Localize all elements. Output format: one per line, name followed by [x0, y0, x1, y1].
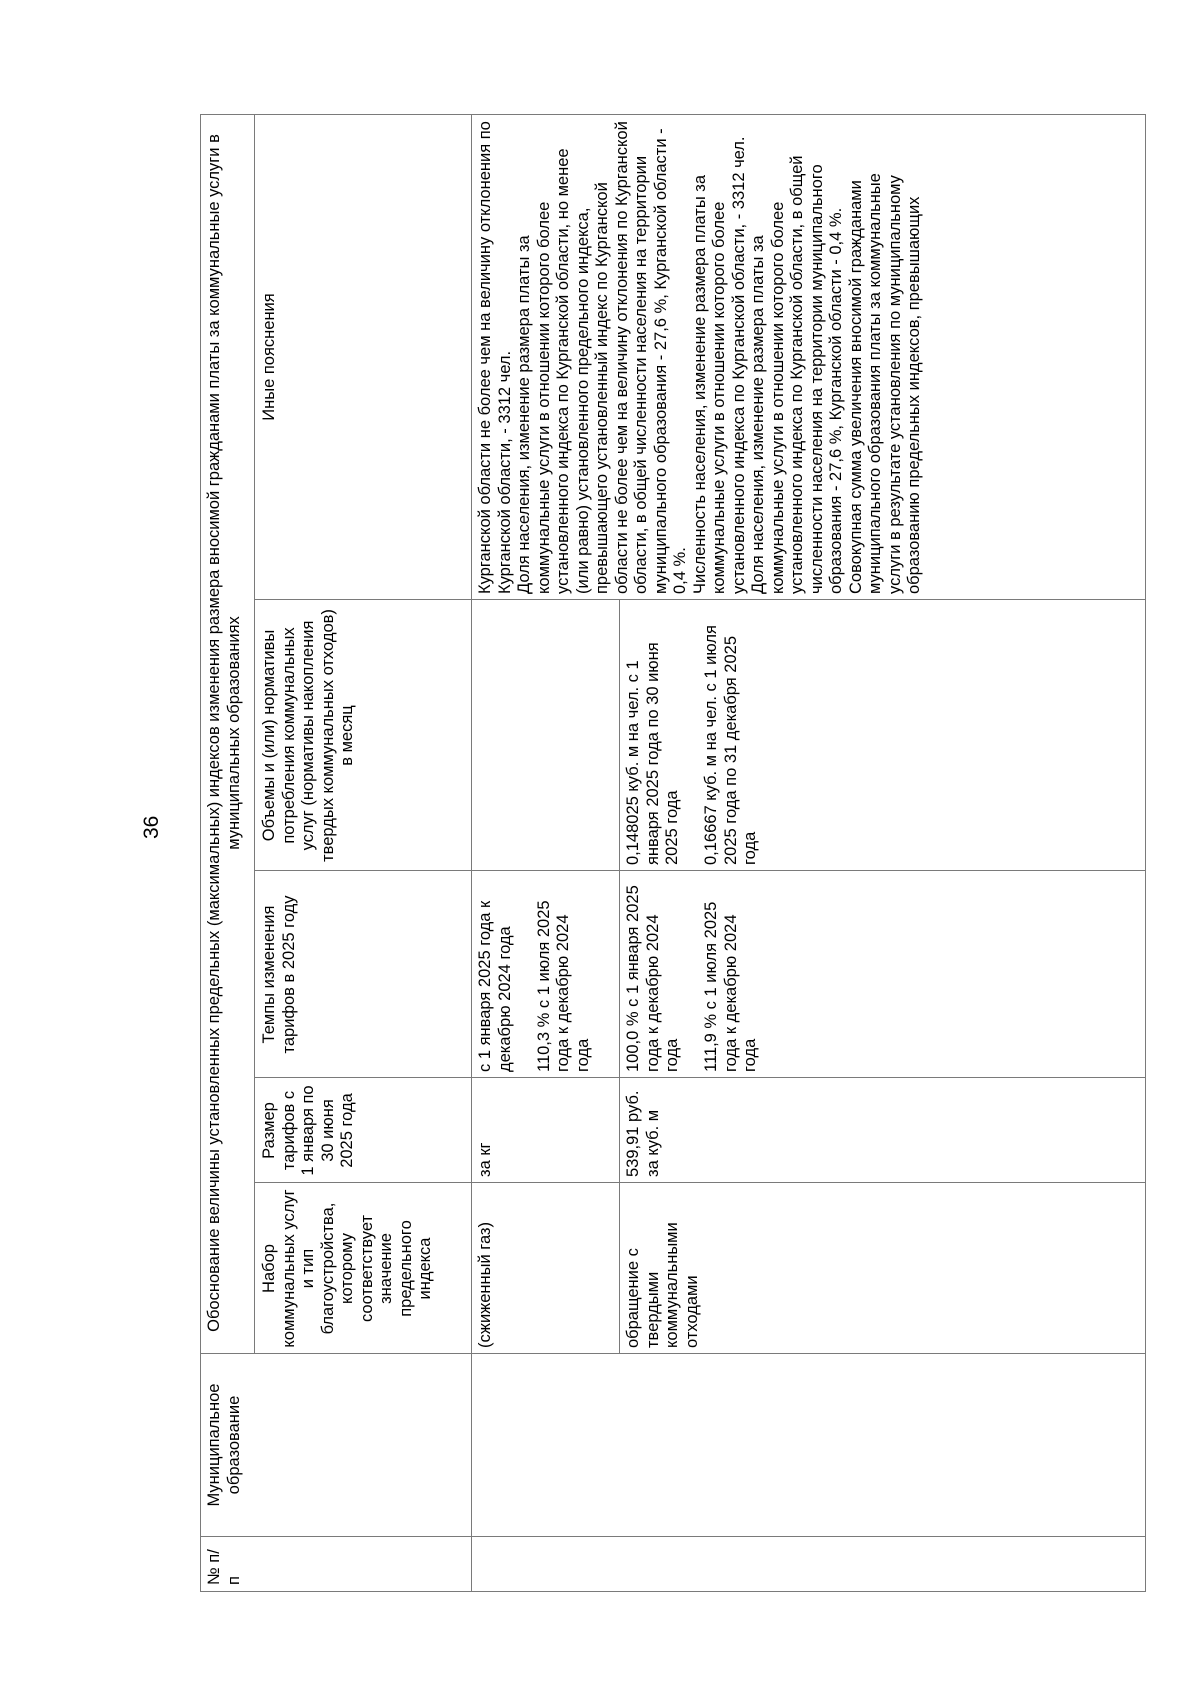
other-explanations-text	[473, 116, 1145, 598]
gas-rate-july: 110,3 % с 1 июля 2025 года к декабрю 2024 года	[534, 900, 592, 1072]
table-row-gas-services: (сжиженный газ)	[476, 1222, 494, 1348]
table-row-gas-tariff-size: за кг	[476, 1142, 494, 1177]
table-row-waste-volumes	[621, 602, 764, 869]
explanation-item: Доля населения, изменение размера платы за коммунальные услуги в отношении которого более установленного индекса по Курганской области, в общей численности населения на территории муниципального образования - 27,6 %, Курганской области - 0,4 %.	[749, 155, 845, 594]
waste-rate-january: 100,0 % с 1 января 2025 года к декабрю 2024 года	[624, 885, 681, 1072]
explanation-item: Курганской области не более чем на величину отклонения по Курганской области, - 3312 чел.	[476, 121, 514, 594]
header-number: № п/п	[205, 1549, 243, 1585]
table-row-gas-rates	[473, 873, 596, 1076]
header-municipality: Муниципальное образование	[205, 1383, 243, 1507]
rotated-table	[200, 114, 1146, 1592]
explanation-item: Совокупная сумма увеличения вносимой гражданами муниципального образования платы за коммунальные услуги в результате установления по муниципальному образованию предельных индексов, превышающих	[846, 173, 923, 594]
header-tariff-rates: Темпы изменения тарифов в 2025 году	[260, 895, 298, 1054]
table-row-waste-tariff-size: 539,91 руб. за куб. м	[624, 1090, 662, 1177]
waste-volume-first-half: 0,148025 куб. м на чел. с 1 января 2025 года по 30 июня 2025 года	[624, 642, 681, 865]
page-number: 36	[140, 815, 163, 839]
table-row-waste-services: обращение с твердыми коммунальными отходами	[624, 1222, 701, 1348]
table-row-waste-rates	[621, 873, 764, 1076]
header-services-set: Набор коммунальных услуг и тип благоустройства, которому соответствует значение предельного индекса	[260, 1189, 434, 1348]
explanation-item: Доля населения, изменение размера платы за коммунальные услуги в отношении которого более установленного индекса по Курганской области, но менее (или равно) установленного предельного индекса, превышающего установленный индекс по Курганской области не более чем на величину отклонения по Курганской области, в общей численности населения на территории муниципального образования - 27,6 %, Курганской области - 0,4 %.	[515, 121, 689, 594]
header-group-title: Обоснование величины установленных предельных (максимальных) индексов изменения размера вносимой гражданами платы за коммунальные услуги в муниципальных образованиях	[205, 134, 243, 1332]
header-volumes: Объемы и (или) нормативы потребления коммунальных услуг (нормативы накопления твердых коммунальных отходов) в месяц	[260, 609, 356, 862]
gas-rate-january: с 1 января 2025 года к декабрю 2024 года	[476, 900, 514, 1072]
header-tariff-size: Размер тарифов с 1 января по 30 июня 2025 года	[260, 1085, 356, 1176]
waste-volume-second-half: 0,16667 куб. м на чел. с 1 июля 2025 года по 31 декабря 2025 года	[702, 625, 759, 865]
waste-rate-july: 111,9 % с 1 июля 2025 года к декабрю 2024 года	[702, 901, 759, 1072]
explanation-item: Численность населения, изменение размера платы за коммунальные услуги в отношении которого более установленного индекса по Курганской области, - 3312 чел.	[690, 136, 748, 594]
header-other-explanations: Иные пояснения	[260, 293, 278, 421]
